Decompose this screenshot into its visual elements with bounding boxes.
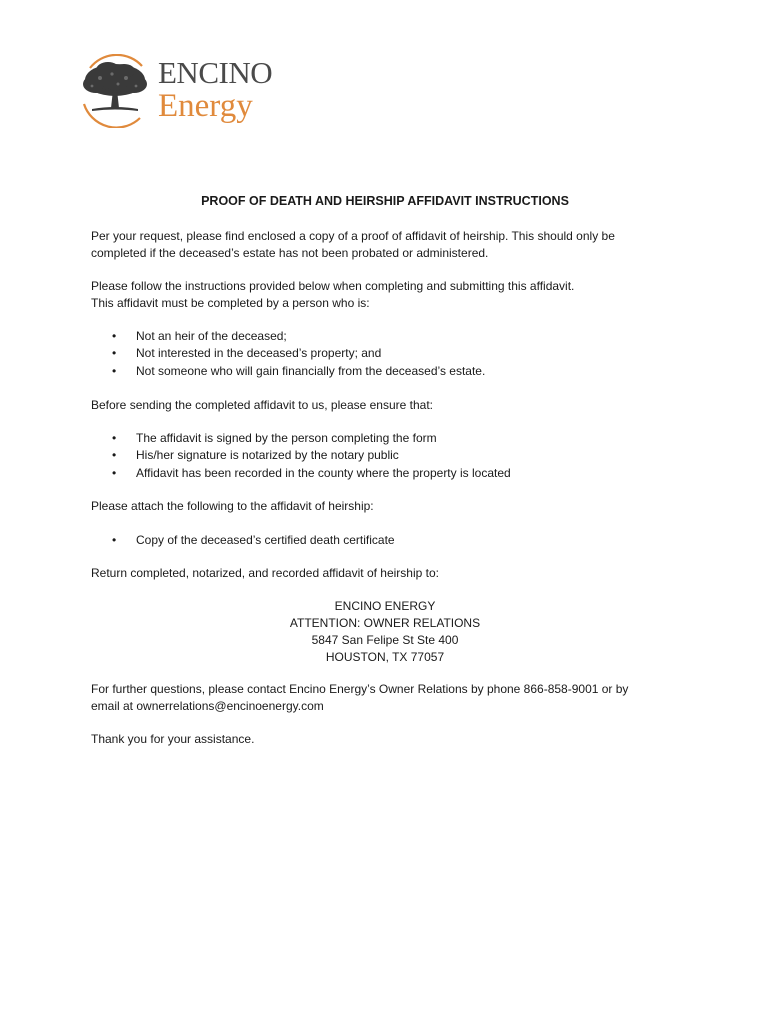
list-item xyxy=(112,447,672,464)
person-requirements-list xyxy=(112,328,672,380)
intro-paragraph xyxy=(91,228,681,262)
list-item-text: Not interested in the deceased’s property; and xyxy=(136,346,382,361)
bullet-icon: • xyxy=(112,346,117,361)
mailing-address xyxy=(0,598,770,666)
list-item xyxy=(112,430,672,447)
list-item-text: Not an heir of the deceased; xyxy=(136,329,287,343)
list-item xyxy=(112,345,672,362)
address-attention: ATTENTION: OWNER RELATIONS xyxy=(289,616,481,630)
contact-line: For further questions, please contact Encino Energy’s Owner Relations by phone 866-858-9001 or by xyxy=(91,682,629,696)
list-item xyxy=(112,328,672,345)
bullet-icon: • xyxy=(112,448,117,463)
list-item-text: The affidavit is signed by the person completing the form xyxy=(136,431,437,445)
thanks-line: Thank you for your assistance. xyxy=(91,732,255,746)
logo-wordmark-energy: Energy xyxy=(158,88,253,124)
list-item-text: His/her signature is notarized by the notary public xyxy=(136,448,399,463)
list-item xyxy=(112,363,672,380)
intro-line: completed if the deceased’s estate has not been probated or administered. xyxy=(91,246,489,260)
bullet-icon: • xyxy=(112,533,117,547)
return-line: Return completed, notarized, and recorded affidavit of heirship to: xyxy=(91,566,439,580)
bullet-icon: • xyxy=(112,431,117,445)
before-sending-line: Before sending the completed affidavit to us, please ensure that: xyxy=(91,398,433,412)
list-item xyxy=(112,532,672,549)
contact-paragraph xyxy=(91,681,681,715)
before-sending-paragraph xyxy=(91,397,681,414)
list-item-text: Copy of the deceased’s certified death certificate xyxy=(136,533,395,547)
address-company: ENCINO ENERGY xyxy=(334,599,436,613)
instructions-line: This affidavit must be completed by a person who is: xyxy=(91,296,370,310)
oak-tree-icon xyxy=(78,54,152,128)
attach-line: Please attach the following to the affidavit of heirship: xyxy=(91,499,374,513)
instructions-paragraph xyxy=(91,278,681,312)
address-street: 5847 San Felipe St Ste 400 xyxy=(311,633,459,647)
list-item xyxy=(112,465,672,482)
list-item-text: Not someone who will gain financially from the deceased’s estate. xyxy=(136,363,486,378)
list-item-text: Affidavit has been recorded in the county where the property is located xyxy=(136,465,511,480)
return-paragraph xyxy=(91,565,681,582)
instructions-line: Please follow the instructions provided below when completing and submitting this affidavit. xyxy=(91,279,575,293)
document-title: PROOF OF DEATH AND HEIRSHIP AFFIDAVIT INSTRUCTIONS xyxy=(201,194,569,208)
company-logo xyxy=(78,54,318,132)
contact-line: email at ownerrelations@encinoenergy.com xyxy=(91,699,324,713)
bullet-icon: • xyxy=(112,363,117,378)
ensure-checklist xyxy=(112,430,672,482)
address-city: HOUSTON, TX 77057 xyxy=(325,650,445,664)
attachments-list xyxy=(112,532,672,549)
logo-wordmark-encino: ENCINO xyxy=(158,55,273,90)
bullet-icon: • xyxy=(112,329,117,343)
bullet-icon: • xyxy=(112,465,117,480)
intro-line: Per your request, please find enclosed a copy of a proof of affidavit of heirship. This should only be xyxy=(91,229,615,243)
thanks-paragraph xyxy=(91,731,681,748)
attach-paragraph xyxy=(91,498,681,515)
